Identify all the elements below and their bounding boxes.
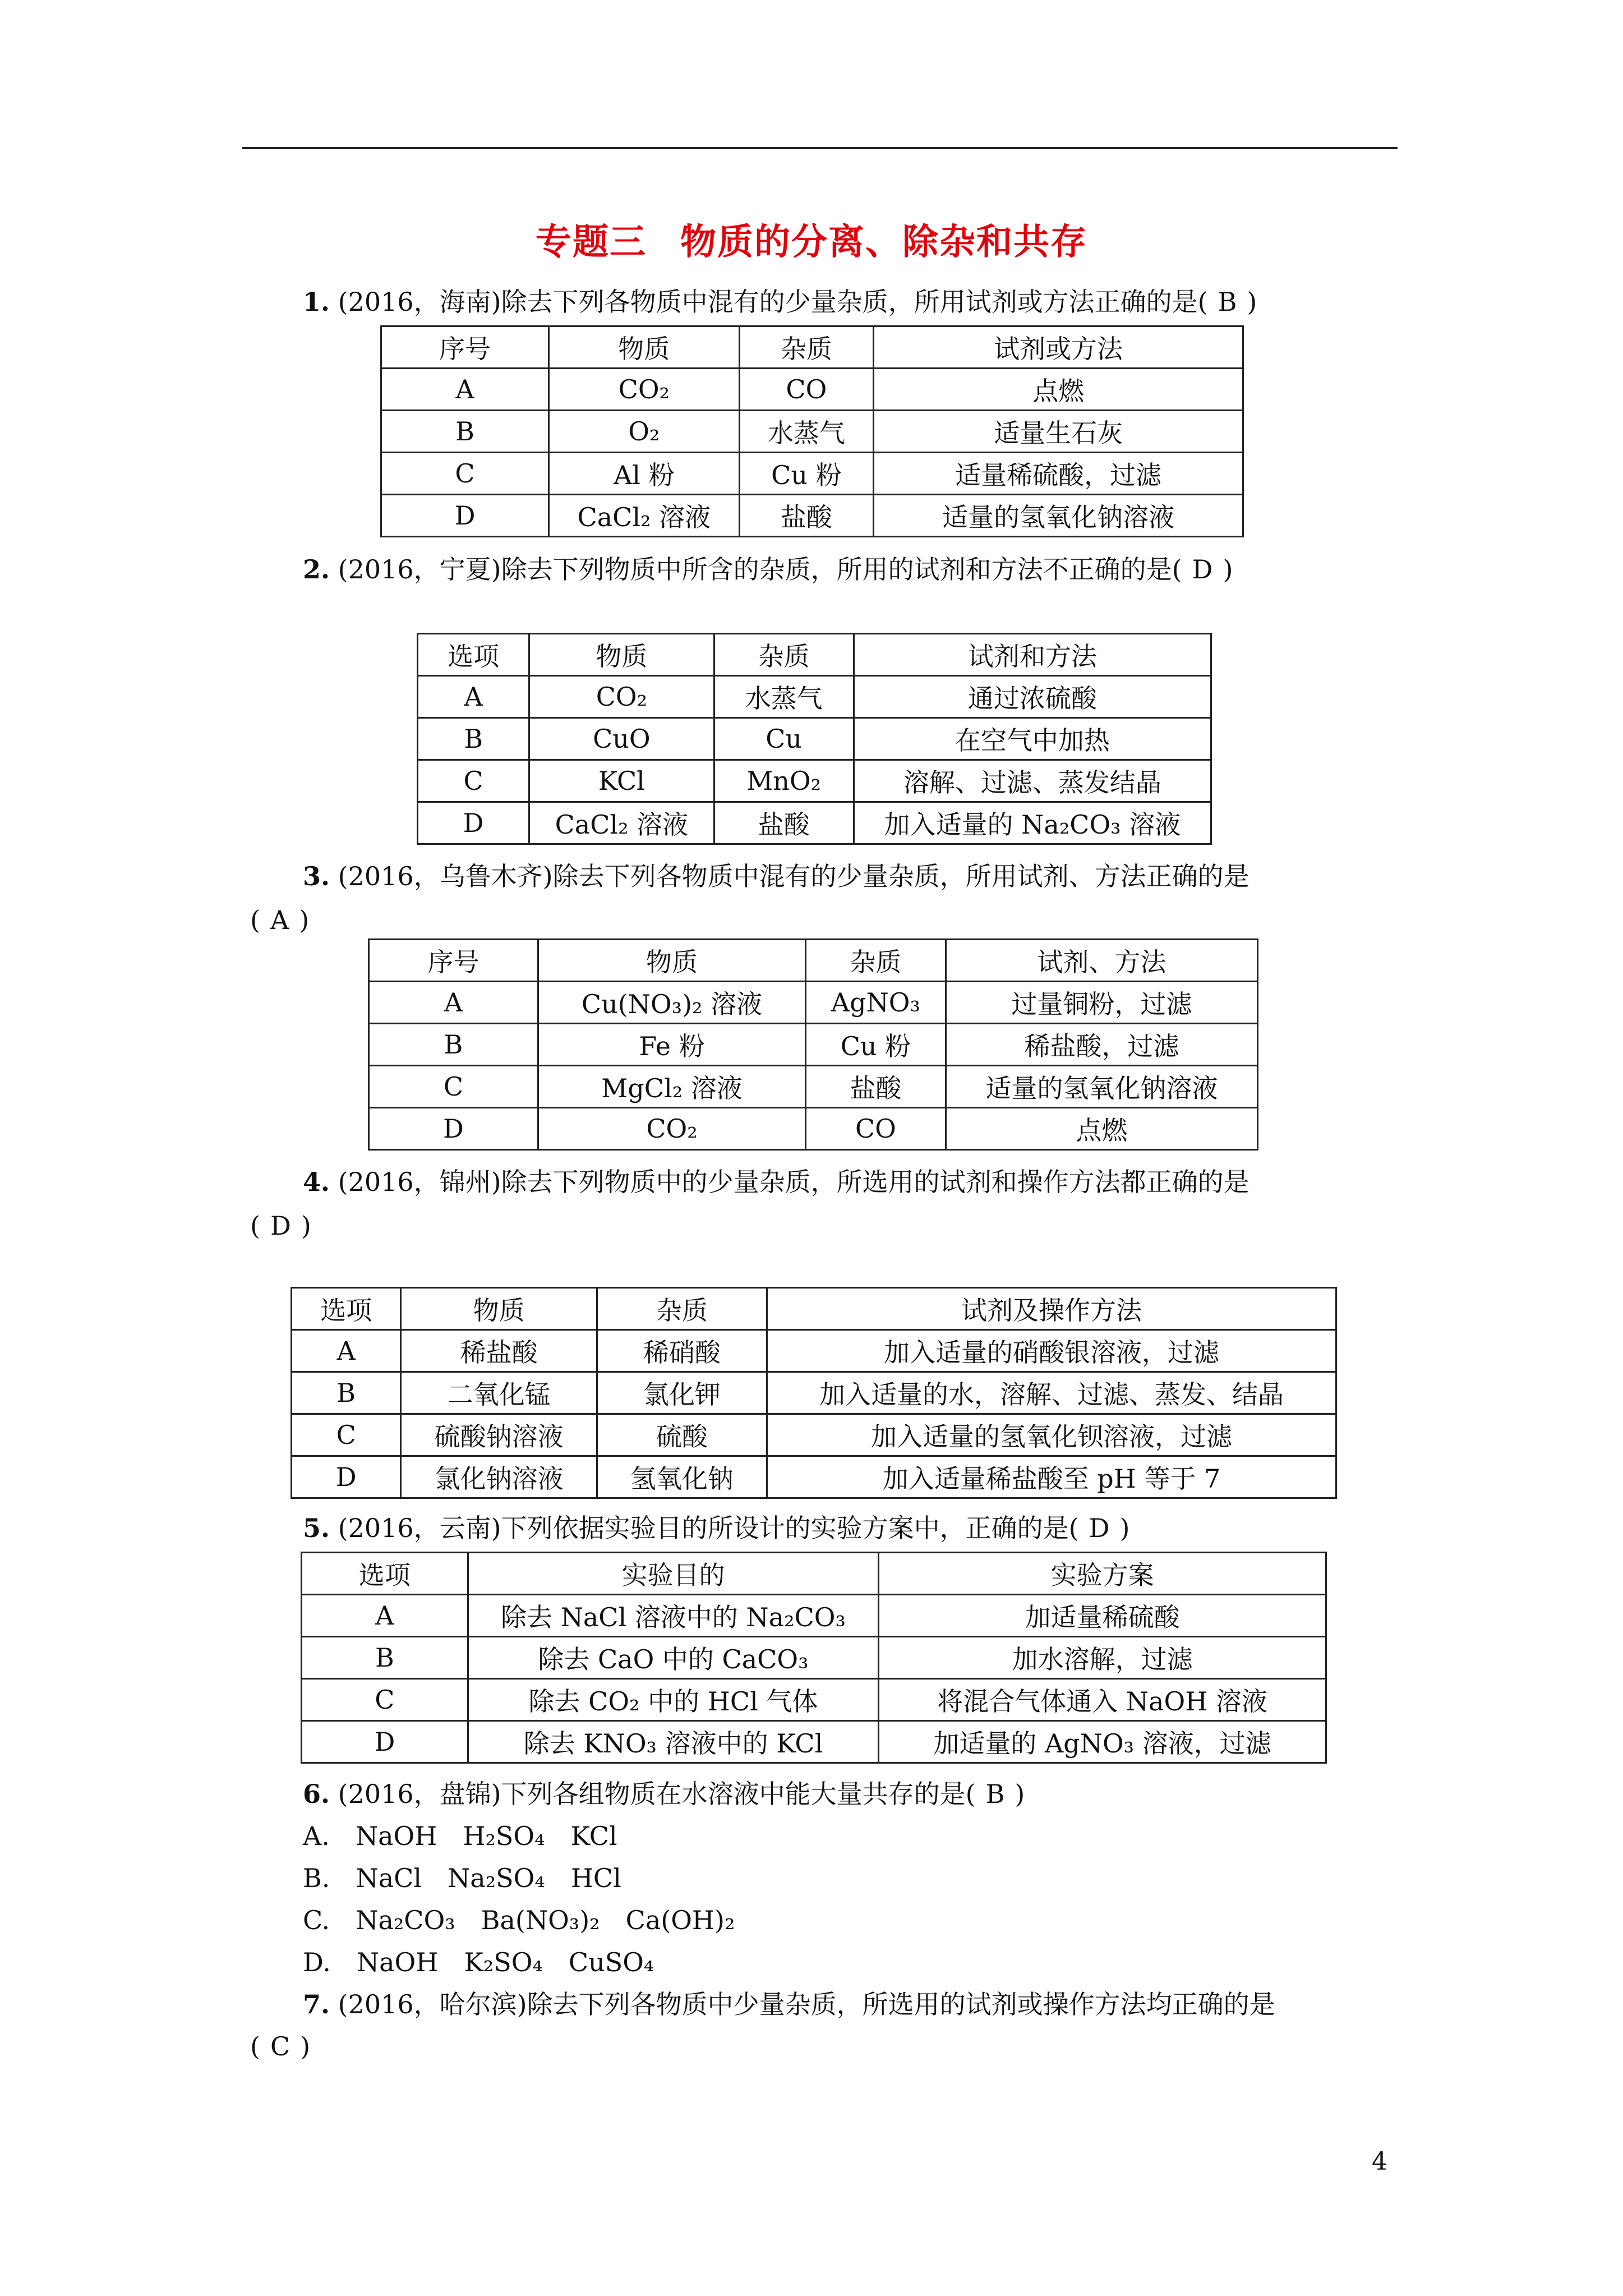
table-header-row (302, 1553, 1326, 1595)
table-cell: Cu(NO₃)₂ 溶液 (538, 982, 805, 1024)
table-cell: Al 粉 (549, 453, 740, 495)
table-row (302, 1595, 1326, 1637)
table-cell: KCl (529, 760, 714, 802)
table-cell: 通过浓硫酸 (854, 676, 1211, 718)
option-item: Ca(OH)₂ (625, 1905, 735, 1935)
table-cell: MnO₂ (714, 760, 854, 802)
table-cell: 适量生石灰 (874, 411, 1243, 453)
page-number: 4 (1372, 2147, 1387, 2176)
option-item: Na₂SO₄ (448, 1863, 545, 1893)
table-header-cell: 试剂或方法 (874, 326, 1243, 369)
close-paren: ) (299, 905, 310, 935)
table-header-cell: 序号 (381, 326, 549, 369)
answer: B (1218, 287, 1237, 317)
option-item: Na₂CO₃ (356, 1905, 455, 1935)
table-cell: 加入适量的 Na₂CO₃ 溶液 (854, 802, 1211, 844)
table-cell: 加入适量的水，溶解、过滤、蒸发、结晶 (767, 1372, 1336, 1414)
question-text: (2016，锦州)除去下列物质中的少量杂质，所选用的试剂和操作方法都正确的是 (338, 1167, 1249, 1197)
table-cell: CuO (529, 718, 714, 760)
table-header-cell: 选项 (302, 1553, 468, 1595)
close-paren: ) (301, 1211, 311, 1241)
table-header-cell: 物质 (529, 634, 714, 676)
question-text: (2016，云南)下列依据实验目的所设计的实验方案中，正确的是( (338, 1513, 1079, 1543)
table-cell: 氯化钠溶液 (401, 1456, 597, 1498)
question-5-table (301, 1552, 1327, 1764)
question-1-table (380, 325, 1244, 537)
question-text: (2016，海南)除去下列各物质中混有的少量杂质，所用试剂或方法正确的是( (338, 287, 1208, 317)
table-cell: A (292, 1330, 401, 1372)
table-cell: Cu 粉 (739, 453, 874, 495)
table-cell: CO (739, 369, 874, 411)
open-paren: ( (250, 905, 260, 935)
close-paren: ) (300, 2031, 311, 2062)
table-cell: 加入适量的硝酸银溶液，过滤 (767, 1330, 1336, 1372)
table-cell: MgCl₂ 溶液 (538, 1066, 805, 1108)
table-row (381, 453, 1243, 495)
question-text: (2016，哈尔滨)除去下列各物质中少量杂质，所选用的试剂或操作方法均正确的是 (338, 1989, 1275, 2019)
close-paren: ) (1015, 1779, 1025, 1809)
question-4-answer-line (250, 1209, 311, 1243)
table-header-cell: 选项 (418, 634, 529, 676)
table-cell: A (369, 982, 538, 1024)
open-paren: ( (250, 2031, 260, 2062)
question-number: 5. (303, 1513, 330, 1543)
table-row (418, 760, 1211, 802)
table-cell: CO₂ (529, 676, 714, 718)
option-item: HCl (570, 1863, 621, 1893)
table-row (369, 1108, 1258, 1150)
option-b (303, 1861, 621, 1895)
table-cell: D (292, 1456, 401, 1498)
table-cell: Cu (714, 718, 854, 760)
table-cell: 将混合气体通入 NaOH 溶液 (879, 1679, 1326, 1721)
option-item: H₂SO₄ (463, 1821, 545, 1851)
table-header-row (418, 634, 1211, 676)
option-item: Ba(NO₃)₂ (481, 1905, 600, 1935)
table-cell: CO₂ (538, 1108, 805, 1150)
table-header-row (381, 326, 1243, 369)
table-cell: 除去 CaO 中的 CaCO₃ (468, 1637, 878, 1679)
option-a (303, 1819, 617, 1853)
question-5-stem (303, 1511, 1129, 1545)
table-cell: A (381, 369, 549, 411)
table-header-cell: 杂质 (806, 940, 946, 982)
table-header-cell: 试剂、方法 (946, 940, 1257, 982)
question-3-table (368, 938, 1258, 1151)
table-cell: CaCl₂ 溶液 (529, 802, 714, 844)
table-cell: 适量的氢氧化钠溶液 (946, 1066, 1257, 1108)
table-cell: Fe 粉 (538, 1024, 805, 1066)
table-cell: C (381, 453, 549, 495)
table-cell: C (418, 760, 529, 802)
table-header-cell: 杂质 (714, 634, 854, 676)
table-cell: C (292, 1414, 401, 1456)
answer: D (270, 1211, 291, 1241)
option-item: NaOH (356, 1947, 439, 1977)
table-cell: 加入适量稀盐酸至 pH 等于 7 (767, 1456, 1336, 1498)
table-row (381, 369, 1243, 411)
table-cell: D (302, 1721, 468, 1763)
question-3-stem (303, 859, 1249, 893)
page-title (0, 213, 1623, 265)
table-cell: B (292, 1372, 401, 1414)
option-item: KCl (570, 1821, 617, 1851)
table-cell: C (369, 1066, 538, 1108)
table-header-cell: 选项 (292, 1288, 401, 1330)
table-cell: 除去 CO₂ 中的 HCl 气体 (468, 1679, 878, 1721)
table-cell: O₂ (549, 411, 740, 453)
table-cell: 稀硝酸 (597, 1330, 767, 1372)
table-row (381, 411, 1243, 453)
option-item: NaOH (355, 1821, 437, 1851)
table-header-cell: 序号 (369, 940, 538, 982)
table-row (302, 1637, 1326, 1679)
question-2-table (417, 633, 1212, 845)
table-row (369, 1024, 1258, 1066)
table-header-cell: 实验目的 (468, 1553, 878, 1595)
question-number: 3. (303, 861, 330, 891)
table-cell: 除去 NaCl 溶液中的 Na₂CO₃ (468, 1595, 878, 1637)
title-part-left: 专题三 (536, 221, 647, 263)
table-cell: 溶解、过滤、蒸发结晶 (854, 760, 1211, 802)
table-cell: 水蒸气 (714, 676, 854, 718)
table-cell: 二氧化锰 (401, 1372, 597, 1414)
table-cell: 加适量的 AgNO₃ 溶液，过滤 (879, 1721, 1326, 1763)
table-header-row (369, 940, 1258, 982)
table-cell: D (369, 1108, 538, 1150)
table-row (292, 1372, 1336, 1414)
table-cell: 过量铜粉，过滤 (946, 982, 1257, 1024)
question-number: 2. (303, 554, 330, 585)
option-label: A. (303, 1821, 330, 1851)
question-6-stem (303, 1777, 1025, 1811)
table-header-cell: 试剂和方法 (854, 634, 1211, 676)
close-paren: ) (1119, 1513, 1130, 1543)
option-item: NaCl (356, 1863, 422, 1893)
close-paren: ) (1223, 554, 1233, 585)
table-cell: A (418, 676, 529, 718)
table-cell: A (302, 1595, 468, 1637)
question-number: 1. (303, 287, 330, 317)
table-cell: 水蒸气 (739, 411, 874, 453)
title-part-right: 物质的分离、除杂和共存 (680, 221, 1087, 263)
table-row (418, 718, 1211, 760)
question-1-stem (303, 285, 1257, 319)
table-header-row (292, 1288, 1336, 1330)
table-row (418, 676, 1211, 718)
table-row (302, 1679, 1326, 1721)
table-row (418, 802, 1211, 844)
table-cell: B (369, 1024, 538, 1066)
question-2-stem (303, 553, 1233, 586)
table-cell: B (302, 1637, 468, 1679)
option-item: K₂SO₄ (464, 1947, 543, 1977)
table-cell: 点燃 (874, 369, 1243, 411)
table-cell: AgNO₃ (806, 982, 946, 1024)
question-7-stem (303, 1987, 1275, 2021)
question-number: 4. (303, 1167, 330, 1197)
answer: A (270, 905, 289, 935)
table-cell: CaCl₂ 溶液 (549, 495, 740, 537)
table-row (302, 1721, 1326, 1763)
table-cell: 加水溶解，过滤 (879, 1637, 1326, 1679)
answer: D (1192, 554, 1213, 585)
question-text: (2016，乌鲁木齐)除去下列各物质中混有的少量杂质，所用试剂、方法正确的是 (338, 861, 1249, 891)
table-row (369, 982, 1258, 1024)
table-cell: 盐酸 (739, 495, 874, 537)
open-paren: ( (250, 1211, 260, 1241)
answer: C (270, 2031, 291, 2062)
question-3-answer-line (250, 903, 309, 937)
table-row (369, 1066, 1258, 1108)
question-number: 6. (303, 1779, 330, 1809)
question-text: (2016，宁夏)除去下列物质中所含的杂质，所用的试剂和方法不正确的是( (338, 554, 1182, 585)
table-cell: C (302, 1679, 468, 1721)
table-cell: 氯化钾 (597, 1372, 767, 1414)
question-text: (2016，盘锦)下列各组物质在水溶液中能大量共存的是( (338, 1779, 976, 1809)
table-cell: Cu 粉 (806, 1024, 946, 1066)
table-cell: 加入适量的氢氧化钡溶液，过滤 (767, 1414, 1336, 1456)
table-cell: 硫酸 (597, 1414, 767, 1456)
table-row (292, 1456, 1336, 1498)
table-cell: D (381, 495, 549, 537)
table-cell: B (418, 718, 529, 760)
table-cell: 加适量稀硫酸 (879, 1595, 1326, 1637)
option-c (303, 1903, 735, 1937)
question-7-answer-line (250, 2030, 310, 2063)
header-rule (242, 147, 1398, 149)
table-header-cell: 实验方案 (879, 1553, 1326, 1595)
close-paren: ) (1247, 287, 1257, 317)
table-cell: 盐酸 (806, 1066, 946, 1108)
table-header-cell: 物质 (538, 940, 805, 982)
question-number: 7. (303, 1989, 330, 2019)
table-cell: 在空气中加热 (854, 718, 1211, 760)
table-row (292, 1414, 1336, 1456)
table-cell: 盐酸 (714, 802, 854, 844)
table-header-cell: 物质 (549, 326, 740, 369)
table-cell: 除去 KNO₃ 溶液中的 KCl (468, 1721, 878, 1763)
table-cell: 稀盐酸，过滤 (946, 1024, 1257, 1066)
table-header-cell: 杂质 (739, 326, 874, 369)
option-label: B. (303, 1863, 330, 1893)
table-cell: 点燃 (946, 1108, 1257, 1150)
option-d (303, 1945, 654, 1979)
table-header-cell: 物质 (401, 1288, 597, 1330)
table-cell: 硫酸钠溶液 (401, 1414, 597, 1456)
option-item: CuSO₄ (568, 1947, 654, 1977)
table-cell: CO (806, 1108, 946, 1150)
table-header-cell: 试剂及操作方法 (767, 1288, 1336, 1330)
answer: B (985, 1779, 1005, 1809)
table-cell: 适量稀硫酸，过滤 (874, 453, 1243, 495)
question-4-stem (303, 1165, 1249, 1199)
table-header-cell: 杂质 (597, 1288, 767, 1330)
table-cell: D (418, 802, 529, 844)
option-label: D. (303, 1947, 331, 1977)
table-cell: 稀盐酸 (401, 1330, 597, 1372)
table-row (292, 1330, 1336, 1372)
question-4-table (291, 1287, 1337, 1499)
answer: D (1089, 1513, 1110, 1543)
option-label: C. (303, 1905, 330, 1935)
table-cell: 适量的氢氧化钠溶液 (874, 495, 1243, 537)
table-row (381, 495, 1243, 537)
table-cell: 氢氧化钠 (597, 1456, 767, 1498)
table-cell: B (381, 411, 549, 453)
table-cell: CO₂ (549, 369, 740, 411)
